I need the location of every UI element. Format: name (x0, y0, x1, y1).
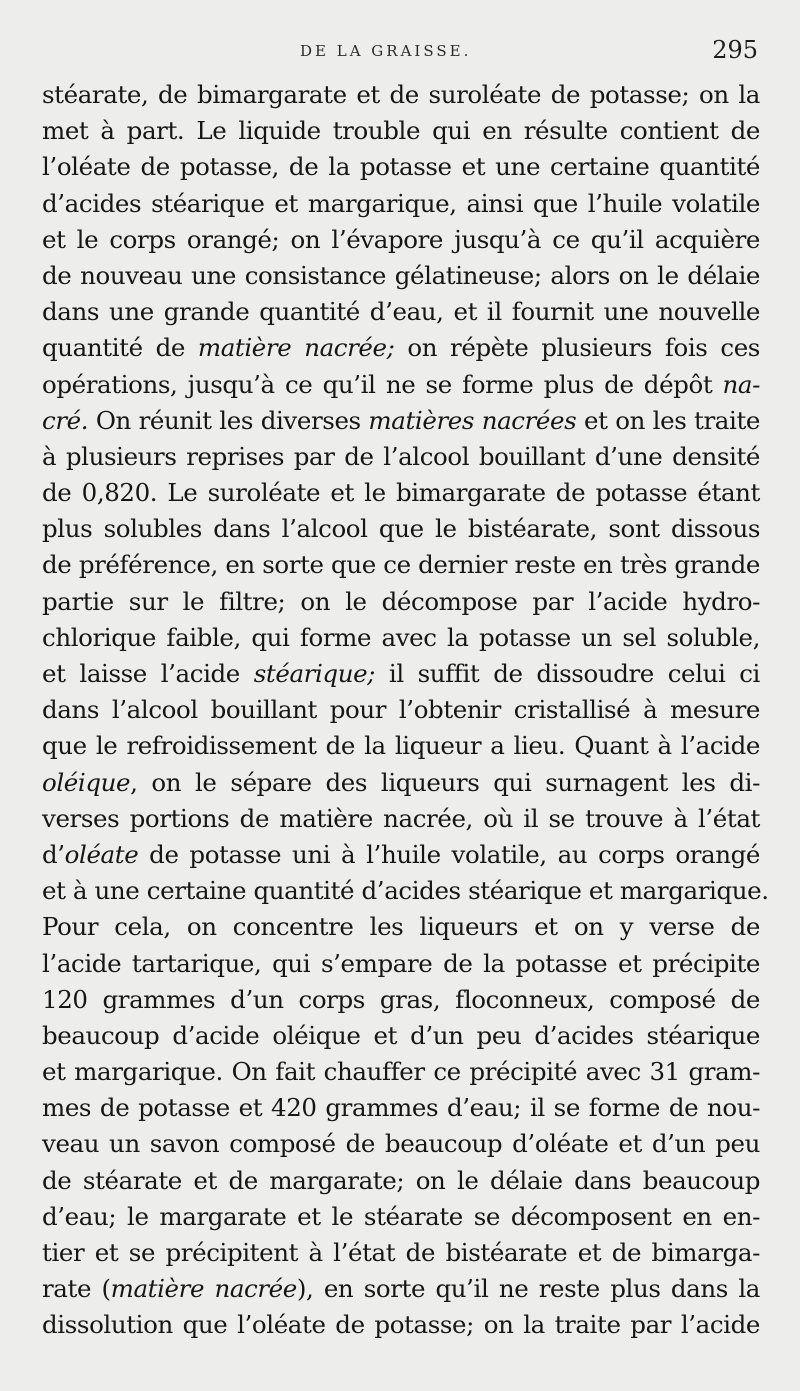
text-run: beaucoup d’acide oléique et d’un peu d’acides stéarique (42, 1020, 760, 1050)
text-run: chlorique faible, qui forme avec la potasse un sel soluble, (42, 622, 760, 652)
text-run: 120 grammes d’un corps gras, floconneux, composé de (42, 984, 760, 1014)
text-run: dans l’alcool bouillant pour l’obtenir cristallisé à mesure (42, 695, 760, 725)
text-line (42, 692, 760, 728)
text-line (42, 1235, 760, 1271)
text-line (42, 620, 760, 656)
text-line (42, 946, 760, 982)
text-line (42, 475, 760, 511)
text-run: et à une certaine quantité d’acides stéarique et margarique. (42, 876, 769, 906)
text-line (42, 403, 760, 439)
text-line (42, 1054, 760, 1090)
text-line (42, 1199, 760, 1235)
text-run: plus solubles dans l’alcool que le bistéarate, sont dissous (42, 514, 760, 544)
running-title: DE LA GRAISSE. (300, 42, 472, 60)
italic-text-run: na- (722, 369, 760, 399)
running-head (40, 36, 760, 76)
text-line (42, 439, 760, 475)
text-line (42, 765, 760, 801)
text-run: Pour cela, on concentre les liqueurs et on y verse de (42, 912, 760, 942)
text-line (42, 511, 760, 547)
text-run: l’oléate de potasse, de la potasse et une certaine quantité (42, 152, 760, 182)
text-run: de nouveau une consistance gélatineuse; alors on le délaie (42, 260, 760, 290)
body-text (42, 77, 769, 1344)
text-run: , on le sépare des liqueurs qui surnagent les di- (130, 767, 760, 797)
text-run: partie sur le filtre; on le décompose par l’acide hydro- (42, 586, 760, 616)
text-run: et on les traite (576, 405, 760, 435)
text-line (42, 113, 760, 149)
text-run: on répète plusieurs fois ces (394, 333, 760, 363)
text-run: de préférence, en sorte que ce dernier reste en très grande (42, 550, 760, 580)
text-run: à plusieurs reprises par de l’alcool bouillant d’une densité (42, 441, 760, 471)
text-run: verses portions de matière nacrée, où il se trouve à l’état (42, 803, 760, 833)
text-line (42, 728, 760, 764)
italic-text-run: cré. (42, 405, 89, 435)
italic-text-run: matière nacrée; (197, 333, 395, 363)
text-line (42, 149, 760, 185)
text-run: dans une grande quantité d’eau, et il fournit une nouvelle (42, 297, 760, 327)
text-line (42, 1090, 760, 1126)
text-line (42, 186, 760, 222)
text-line (42, 873, 769, 909)
text-run: d’ (42, 839, 65, 869)
text-run: opérations, jusqu’à ce qu’il ne se forme plus de dépôt (42, 369, 723, 399)
text-run: mes de potasse et 420 grammes d’eau; il se forme de nou- (42, 1093, 760, 1123)
italic-text-run: matière nacrée (110, 1274, 297, 1304)
text-line (42, 801, 760, 837)
text-run: que le refroidissement de la liqueur a lieu. Quant à l’acide (42, 731, 760, 761)
text-line (42, 909, 760, 945)
text-run: il suffit de dissoudre celui ci (375, 659, 760, 688)
text-line (42, 258, 760, 294)
text-line (42, 77, 760, 113)
text-line (42, 1271, 760, 1307)
italic-text-run: stéarique; (253, 659, 376, 688)
text-run: de 0,820. Le suroléate et le bimargarate de potasse étant (42, 478, 760, 508)
italic-text-run: oléique (42, 767, 131, 797)
text-run: et margarique. On fait chauffer ce précipité avec 31 gram- (42, 1057, 760, 1087)
text-run: On réunit les diverses (88, 405, 369, 435)
text-run: de potasse uni à l’huile volatile, au corps orangé (138, 839, 760, 869)
text-run: met à part. Le liquide trouble qui en résulte contient de (42, 116, 760, 146)
text-line (42, 367, 760, 403)
italic-text-run: matières nacrées (368, 405, 577, 435)
text-run: dissolution que l’oléate de potasse; on la traite par l’acide (42, 1310, 760, 1340)
italic-text-run: oléate (64, 839, 139, 869)
text-run: d’acides stéarique et margarique, ainsi que l’huile volatile (42, 188, 760, 218)
text-run: l’acide tartarique, qui s’empare de la potasse et précipite (42, 948, 760, 978)
text-run: tier et se précipitent à l’état de bistéarate et de bimarga- (42, 1238, 760, 1267)
text-line (42, 656, 760, 692)
text-run: et laisse l’acide (42, 659, 254, 688)
text-run: stéarate, de bimargarate et de suroléate de potasse; on la (42, 80, 760, 109)
text-line (42, 1018, 760, 1054)
text-run: quantité de (42, 333, 198, 363)
text-run: rate ( (42, 1274, 111, 1304)
text-run: de stéarate et de margarate; on le délaie dans beaucoup (42, 1165, 760, 1195)
text-line (42, 294, 760, 330)
text-run: d’eau; le margarate et le stéarate se décomposent en en- (42, 1201, 760, 1231)
text-line (42, 547, 760, 583)
text-line (42, 982, 760, 1018)
text-run: et le corps orangé; on l’évapore jusqu’à ce qu’il acquière (42, 224, 760, 254)
text-line (42, 837, 760, 873)
page-number: 295 (712, 36, 758, 64)
text-line (42, 584, 760, 620)
text-run: veau un savon composé de beaucoup d’oléate et d’un peu (42, 1129, 760, 1159)
text-run: ), en sorte qu’il ne reste plus dans la (296, 1274, 760, 1304)
text-line (42, 1307, 760, 1343)
text-line (42, 1163, 760, 1199)
text-line (42, 1126, 760, 1162)
text-line (42, 222, 760, 258)
text-line (42, 330, 760, 366)
